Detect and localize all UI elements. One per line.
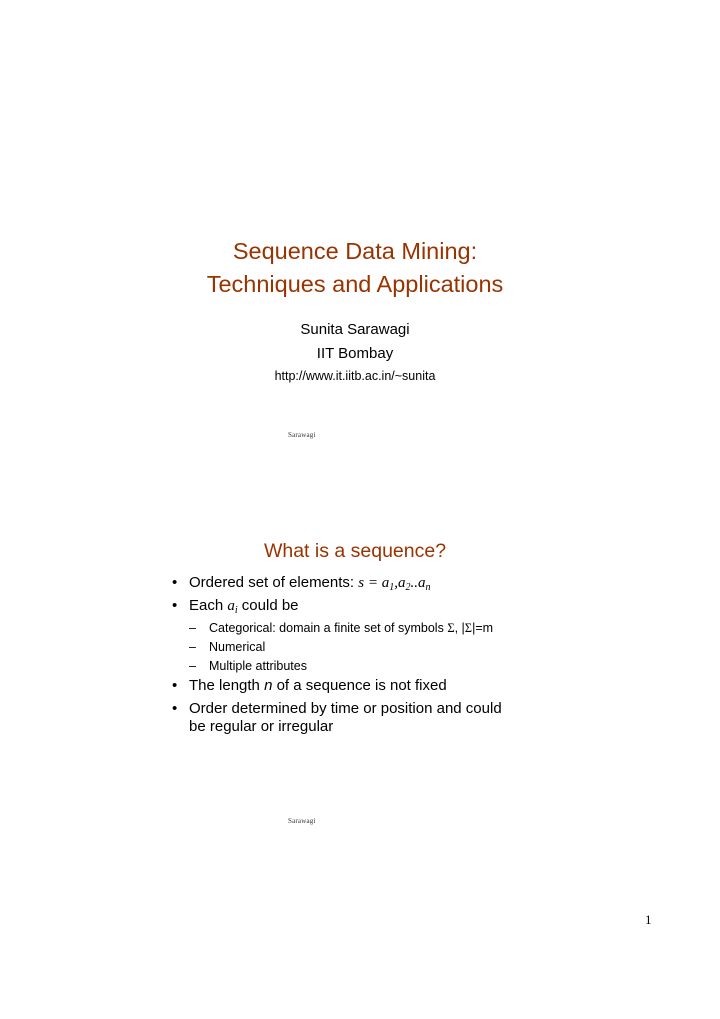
formula-an-subscript: n [425,582,431,593]
bullet-each-pre: Each [189,597,228,614]
formula-s: s [358,575,365,591]
sigma-symbol-2: Σ [464,621,473,635]
sub-bullet-multiple-attributes: – Multiple attributes [172,658,592,674]
sigma-symbol: Σ [447,621,455,635]
bullet-ordered-set [172,574,592,592]
slide1-author: Sunita Sarawagi [300,321,410,338]
bullet-length-post: of a sequence is not fixed [272,677,447,694]
sub-categorical-end: |=m [472,621,494,635]
slide1-title-line1: Sequence Data Mining: [232,238,478,264]
slide2-title: What is a sequence? [263,540,447,562]
slide1-url: http://www.it.iitb.ac.in/~sunita [274,369,436,383]
length-var: n [264,677,273,694]
sub-bullet-numerical: – Numerical [172,639,592,655]
bullet-each-post: could be [237,597,299,614]
page-number: 1 [645,912,652,927]
formula-a2-subscript: 2 [405,582,411,593]
formula-a1: a [381,575,390,591]
bullet-order-line2: be regular or irregular [189,718,334,735]
bullet-ordered-set-text: Ordered set of elements: [189,574,359,591]
sequence-formula [358,575,430,591]
bullet-length [172,677,592,695]
formula-dots: .. [410,575,418,591]
element-var: a [227,598,235,614]
element-subscript: i [234,605,238,616]
slide1-title-line2: Techniques and Applications [206,271,504,297]
bullet-each-element [172,597,592,615]
slide1-footer: Sarawagi [288,431,316,439]
sub-categorical-text: Categorical: domain a finite set of symbols [209,621,448,635]
sub-categorical-mid: , | [454,621,465,635]
element-symbol [227,598,237,614]
bullet-order-line1: Order determined by time or position and could [189,700,502,717]
formula-a2: a [397,575,406,591]
formula-an: a [417,575,426,591]
formula-equals: = [364,575,382,591]
formula-comma: , [394,575,398,591]
slide2-footer: Sarawagi [288,817,316,825]
bullet-order [172,700,592,736]
slide2-bullet-list [172,574,592,741]
sub-bullet-categorical [172,620,592,636]
slide1-institution: IIT Bombay [316,345,394,362]
formula-a1-subscript: 1 [389,582,395,593]
bullet-length-pre: The length [189,677,265,694]
